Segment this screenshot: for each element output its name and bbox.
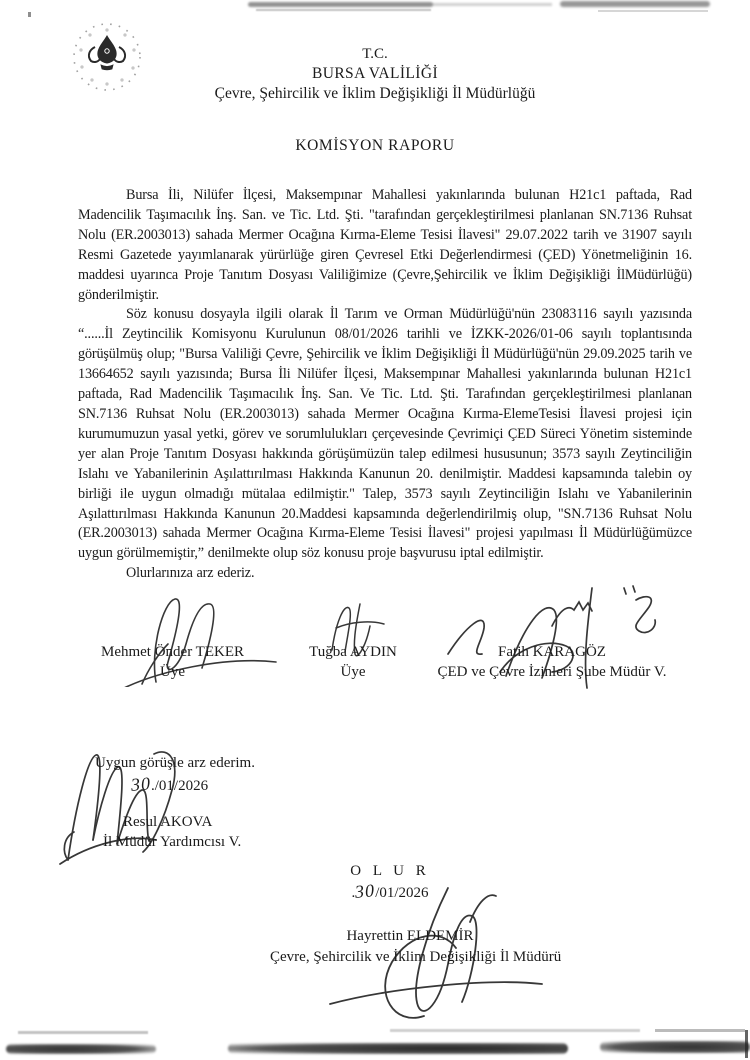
letterhead bbox=[0, 44, 750, 104]
scan-noise-bottom bbox=[655, 1029, 745, 1032]
olur-heading: O L U R bbox=[350, 863, 430, 879]
signatory-name: Fatih KARAGÖZ bbox=[498, 644, 606, 660]
date-printed: /01/2026 bbox=[375, 885, 429, 901]
letterhead-country: T.C. bbox=[362, 46, 388, 62]
handwritten-day: 30 bbox=[130, 773, 152, 795]
signatory-name: Mehmet Önder TEKER bbox=[100, 644, 245, 660]
approval-block-olur bbox=[230, 862, 562, 967]
signatory-title: Üye bbox=[160, 664, 185, 680]
scan-noise-bottom bbox=[18, 1031, 148, 1034]
closing-statement: Olurlarınıza arz ederiz. bbox=[126, 565, 255, 582]
body-paragraph-2: Söz konusu dosyayla ilgili olarak İl Tarım ve Orman Müdürlüğü'nün 23083116 sayılı yazısında “......İl Zeytincilik Komisyonu Kurulunun 08/01/2026 tarihli ve İZKK-2026/01-06 sayılı toplantısında görüşülmüş olup; "Bursa Valiliği Çevre, Şehircilik ve İklim Değişikliği İl Müdürlüğü'nün 29.09.2025 tarih ve 13664652 sayılı yazısında; Bursa İli Nilüfer İlçesi, Maksempınar Mahallesi yakınlarında bulunan H21c1 paftada, Rad Madencilik Taşımacılık İnş. San. Ve Tic. Ltd. Şti. Tarafından gerçekleştirilmesi planlanan SN.7136 Ruhsat Nolu (ER.2003013) sahada Mermer Ocağına Kırma-ElemeTesisi İlavesi projesi için kurumumuzun yasal yetki, görev ve sorumlulukları çerçevesinde Çevrimiçi ÇED Süreci Yönetim sisteminde yer alan Proje Tanıtım Dosyası hakkında görüşümüzün talep edilmesi hususunun; 3573 sayılı Zeytinciliğin Islahı ve Yabanilerinin Aşılattırılması Hakkında Kanunun 20. denilmiştir. Maddesi kapsamında talebin oy birliği ile uygun olmadığı mütalaa edilmiştir." Talep, 3573 sayılı Zeytinciliğin Islahı ve Yabanilerinin Aşılattırılması Hakkında Kanunun 20.Maddesi kapsamında değerlendirilmiş olup, "SN.7136 Ruhsat Nolu (ER.2003013) sahada Mermer Ocağına Kırma-Eleme Tesisi İlavesi" projesi yapılması İl Müdürlüğümüzce uygun görülmemiştir,” denilmekte olup söz konusu proje başvurusu iptal edilmiştir. bbox=[78, 306, 692, 562]
director-name: Hayrettin ELDEMİR bbox=[346, 928, 474, 944]
scan-noise-bottom bbox=[600, 1041, 750, 1053]
approver-name: Resul AKOVA bbox=[123, 814, 213, 830]
scan-speck bbox=[28, 12, 31, 17]
scan-noise-bottom bbox=[6, 1044, 156, 1054]
signatory-block-aydin bbox=[283, 642, 423, 682]
document-title: KOMİSYON RAPORU bbox=[295, 137, 455, 154]
signatory-block-teker bbox=[80, 642, 265, 682]
director-title: Çevre, Şehircilik ve İklim Değişikliği İl Müdürü bbox=[270, 949, 562, 965]
scan-noise-top bbox=[598, 10, 708, 12]
signatory-block-karagoz bbox=[428, 642, 676, 682]
olur-date bbox=[230, 882, 550, 903]
scan-noise-edge bbox=[745, 1030, 748, 1058]
letterhead-governorate: BURSA VALİLİĞİ bbox=[311, 65, 439, 82]
letterhead-directorate: Çevre, Şehircilik ve İklim Değişikliği İl Müdürlüğü bbox=[214, 85, 536, 102]
scan-noise-top bbox=[256, 9, 431, 11]
signatory-name: Tuğba AYDIN bbox=[309, 644, 397, 660]
approval-date bbox=[131, 775, 255, 796]
approval-block-akova bbox=[95, 754, 255, 852]
handwritten-day: 30 bbox=[354, 880, 376, 902]
scan-noise-bottom bbox=[390, 1029, 640, 1032]
date-dot: . bbox=[351, 885, 356, 901]
signatory-title: ÇED ve Çevre İzinleri Şube Müdür V. bbox=[437, 664, 667, 680]
scan-noise-top bbox=[560, 1, 710, 7]
scan-noise-top bbox=[432, 3, 552, 6]
document-body bbox=[78, 186, 692, 584]
body-paragraph-1: Bursa İli, Nilüfer İlçesi, Maksempınar Mahallesi yakınlarında bulunan H21c1 paftada, Rad Madencilik Taşımacılık İnş. San. ve Tic. Ltd. Şti. "tarafından gerçekleştirilmesi planlanan SN.7136 Ruhsat Nolu (ER.2003013) sahada Mermer Ocağına Kırma-Eleme Tesisi İlavesi" 29.07.2022 tarih ve 31907 sayılı Resmi Gazetede yayımlanarak yürürlüğe giren Çevresel Etki Değerlendirmesi (ÇED) Yönetmeliğinin 16. maddesi uyarınca Proje Tanıtım Dosyası Valiliğimize (Çevre,Şehircilik ve İklim Değişikliği İlMüdürlüğü) gönderilmiştir. bbox=[78, 187, 692, 303]
signatory-title: Üye bbox=[340, 664, 366, 680]
date-printed: ./01/2026 bbox=[151, 778, 209, 794]
approver-title: İl Müdür Yardımcısı V. bbox=[103, 834, 242, 850]
approval-statement: Uygun görüşle arz ederim. bbox=[95, 755, 255, 771]
scan-noise-top bbox=[248, 2, 433, 7]
scan-noise-bottom bbox=[228, 1043, 568, 1054]
